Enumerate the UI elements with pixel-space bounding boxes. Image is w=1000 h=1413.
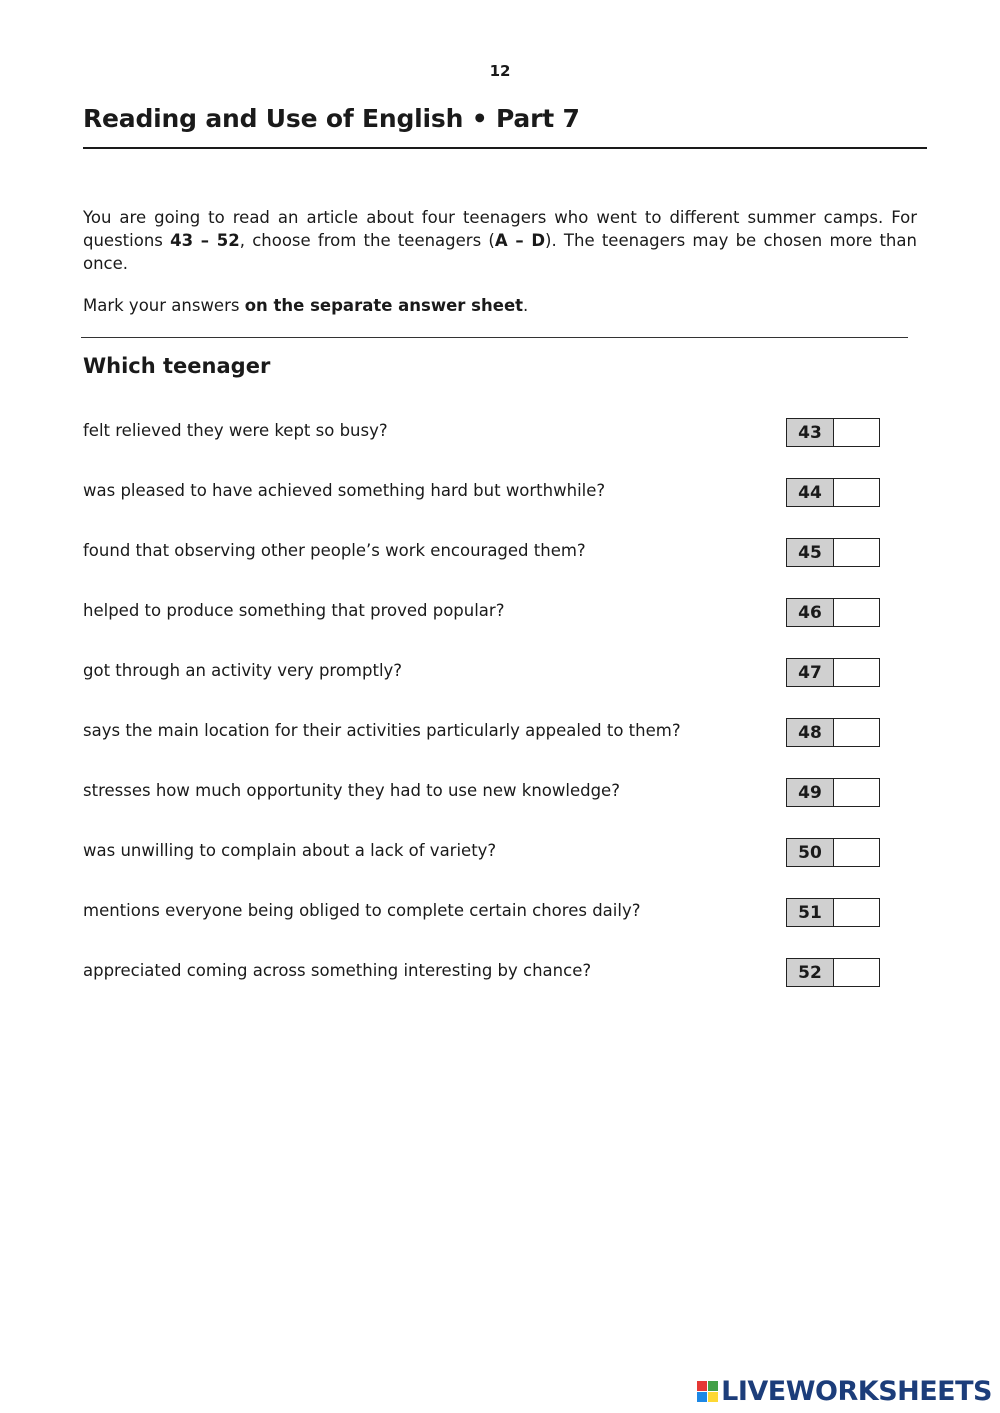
question-text: felt relieved they were kept so busy? <box>83 421 388 440</box>
question-number: 43 <box>787 419 834 446</box>
answer-field[interactable] <box>834 839 879 866</box>
question-number: 44 <box>787 479 834 506</box>
question-text: says the main location for their activities particularly appealed to them? <box>83 721 681 740</box>
question-number: 51 <box>787 899 834 926</box>
question-range: 43 – 52 <box>170 231 240 250</box>
question-text: appreciated coming across something interesting by chance? <box>83 961 592 980</box>
answer-box[interactable] <box>786 478 880 507</box>
question-number: 49 <box>787 779 834 806</box>
page-number: 12 <box>489 62 511 80</box>
answer-box[interactable] <box>786 958 880 987</box>
question-row <box>83 718 883 778</box>
mark-prefix: Mark your answers <box>83 296 245 315</box>
answer-box[interactable] <box>786 598 880 627</box>
question-row <box>83 838 883 898</box>
question-row <box>83 898 883 958</box>
mark-suffix: . <box>523 296 529 315</box>
answer-field[interactable] <box>834 539 879 566</box>
logo-cell <box>697 1392 707 1402</box>
section-title: Reading and Use of English • Part 7 <box>83 104 580 133</box>
question-number: 48 <box>787 719 834 746</box>
answer-box[interactable] <box>786 778 880 807</box>
question-row <box>83 598 883 658</box>
logo-cell <box>708 1392 718 1402</box>
answer-field[interactable] <box>834 959 879 986</box>
question-text: got through an activity very promptly? <box>83 661 403 680</box>
question-number: 47 <box>787 659 834 686</box>
question-row <box>83 538 883 598</box>
logo-cell <box>697 1381 707 1391</box>
question-text: was unwilling to complain about a lack of variety? <box>83 841 497 860</box>
answer-field[interactable] <box>834 779 879 806</box>
logo-text: LIVEWORKSHEETS <box>721 1376 992 1407</box>
question-number: 52 <box>787 959 834 986</box>
answer-field[interactable] <box>834 659 879 686</box>
answer-field[interactable] <box>834 599 879 626</box>
teenager-letters: A – D <box>494 231 546 250</box>
instructions-part1: You are going to read an article about four teenagers who went to different summer camps. For questions <box>83 208 917 250</box>
which-teenager-heading: Which teenager <box>83 354 271 378</box>
question-text: helped to produce something that proved popular? <box>83 601 505 620</box>
liveworksheets-logo <box>697 1376 992 1407</box>
question-text: was pleased to have achieved something hard but worthwhile? <box>83 481 606 500</box>
answer-box[interactable] <box>786 898 880 927</box>
instructions-part2: , choose from the teenagers ( <box>239 231 495 250</box>
logo-icon <box>697 1381 718 1402</box>
question-number: 46 <box>787 599 834 626</box>
answer-field[interactable] <box>834 419 879 446</box>
answer-field[interactable] <box>834 479 879 506</box>
question-row <box>83 478 883 538</box>
section-divider <box>81 337 908 338</box>
instructions-part3: ). The teenagers may be chosen more than once. <box>83 231 917 273</box>
answer-box[interactable] <box>786 538 880 567</box>
question-text: stresses how much opportunity they had to use new knowledge? <box>83 781 620 800</box>
answer-field[interactable] <box>834 719 879 746</box>
answer-box[interactable] <box>786 658 880 687</box>
question-row <box>83 418 883 478</box>
question-number: 50 <box>787 839 834 866</box>
question-number: 45 <box>787 539 834 566</box>
question-list <box>83 418 883 1018</box>
answer-box[interactable] <box>786 838 880 867</box>
mark-bold: on the separate answer sheet <box>244 296 524 315</box>
question-row <box>83 958 883 1018</box>
title-divider <box>83 147 927 149</box>
answer-box[interactable] <box>786 718 880 747</box>
logo-cell <box>708 1381 718 1391</box>
instructions <box>83 206 917 275</box>
question-text: mentions everyone being obliged to complete certain chores daily? <box>83 901 641 920</box>
question-row <box>83 778 883 838</box>
question-text: found that observing other people’s work encouraged them? <box>83 541 586 560</box>
answer-box[interactable] <box>786 418 880 447</box>
mark-answers-instruction <box>83 294 528 317</box>
answer-field[interactable] <box>834 899 879 926</box>
question-row <box>83 658 883 718</box>
